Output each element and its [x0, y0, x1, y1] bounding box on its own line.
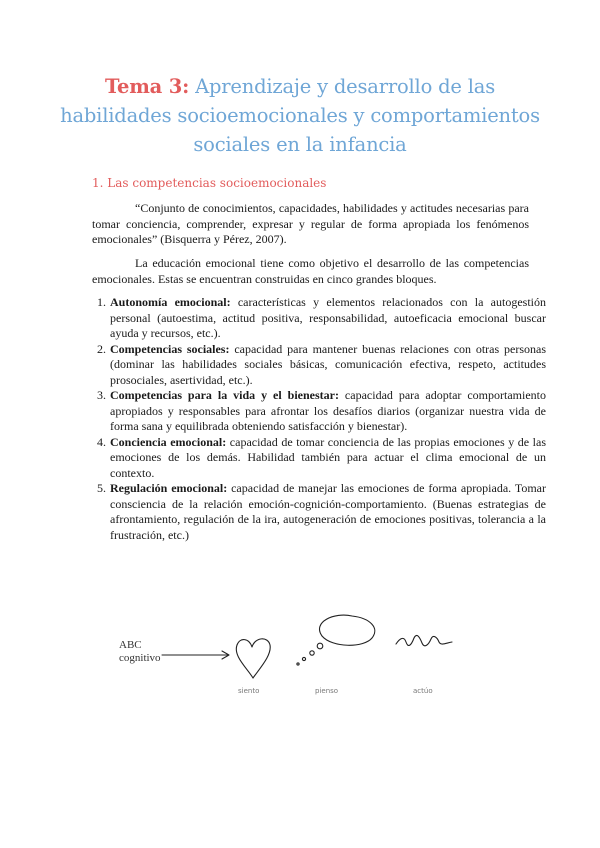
list-item-desc: capacidad para mantener buenas relaciones con otras personas (dominar las habilidades sociales básicas, comunicación efectiva, respeto, actitudes prosociales, asertividad, etc.). — [110, 341, 546, 387]
abc-label-line1: ABC — [119, 639, 142, 651]
thought-dot-icon — [302, 657, 305, 660]
thought-dot-icon — [310, 651, 314, 655]
thought-dot-icon — [297, 663, 299, 665]
list-item-desc: capacidad para adoptar comportamiento apropiados y responsables para afrontar los desafíos diarios (organizar nuestra vida de forma sana y equilibrada obteniendo satisfacción y bienestar). — [110, 388, 546, 433]
list-item-desc: características y elementos relacionados con la autogestión personal (autoestima, actitud positiva, responsabilidad, autoeficacia emocional buscar ayuda y recursos, etc.). — [110, 295, 546, 340]
section-heading: 1. Las competencias socioemocionales — [92, 176, 327, 190]
intro-paragraph: La educación emocional tiene como objetivo el desarrollo de las competencias emocionales. Estas se encuentran construidas en cinco grandes bloques. — [92, 256, 529, 286]
heart-icon — [236, 639, 270, 678]
list-item-term: Competencias para la vida y el bienestar: — [110, 388, 339, 402]
list-item — [109, 388, 546, 435]
list-item-term: Competencias sociales: — [110, 341, 230, 356]
quote-paragraph: “Conjunto de conocimientos, capacidades, habilidades y actitudes necesarias para tomar conciencia, comprender, expresar y regular de forma apropiada los fenómenos emocionales” (Bisquerra y Pérez, 2007). — [92, 201, 529, 247]
abc-label-line2: cognitivo — [119, 652, 161, 664]
thought-bubble-icon — [319, 615, 374, 645]
title-prefix: Tema 3: — [104, 75, 190, 98]
list-item — [109, 342, 546, 389]
list-item-desc: capacidad de tomar conciencia de las propias emociones y de las emociones de los demás. Habilidad también para actuar el clima emocional de un contexto. — [110, 434, 546, 480]
list-item — [109, 295, 546, 342]
title-text: Aprendizaje y desarrollo de las habilidades socioemocionales y comportamientos sociales en la infancia — [60, 75, 540, 156]
list-item-term: Autonomía emocional: — [110, 295, 231, 309]
competency-list — [92, 295, 546, 543]
list-item — [109, 435, 546, 482]
thought-dot-icon — [317, 643, 323, 649]
arrow-icon — [162, 651, 229, 659]
action-squiggle-icon — [396, 635, 452, 645]
list-item-term: Conciencia emocional: — [110, 434, 227, 449]
caption-act: actúo — [413, 687, 433, 695]
caption-feel: siento — [238, 687, 260, 695]
list-item-term: Regulación emocional: — [110, 481, 228, 495]
page-title — [60, 72, 540, 159]
list-item-desc: capacidad de manejar las emociones de forma apropiada. Tomar consciencia de la relación emoción-cognición-comportamiento. (Buenas estrategias de afrontamiento, regulación de la ira, autogeneración de emociones positivas, tolerancia a la frustración, etc.) — [110, 481, 546, 542]
list-item — [109, 481, 546, 543]
abc-sketch — [100, 600, 500, 710]
caption-think: pienso — [315, 687, 339, 695]
